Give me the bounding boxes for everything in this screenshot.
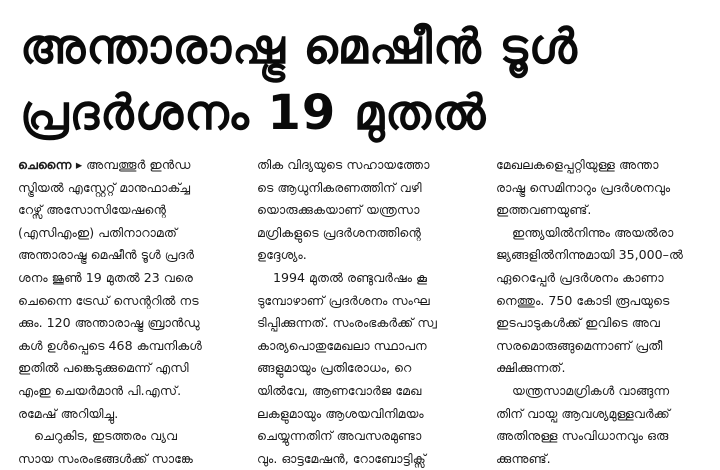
article-line: സരമൊരുങ്ങുമെന്നാണ് പ്രതീ [496, 337, 663, 353]
article-line: ഉദ്ദേശ്യം. [257, 247, 307, 263]
article-line: കൾ ഉൾപ്പെടെ 468 കമ്പനികൾ [18, 337, 202, 353]
article-line: ഇടപാടുകൾക്ക് ഇവിടെ അവ [496, 315, 660, 331]
article-line: ജ്യങ്ങളിൽനിന്നുമായി 35,000–ൽ [496, 247, 683, 263]
article-line: ചെന്നൈ ▸ അമ്പത്തൂർ ഇൻഡ [18, 157, 191, 172]
headline [20, 14, 710, 146]
article-line: യിൽവേ, ആണവോർജ മേഖ [257, 382, 422, 398]
article-line: രമേഷ് അറിയിച്ചു. [18, 405, 119, 421]
article-line: കാര്യപൊതുമേഖലാ സ്ഥാപന [257, 337, 427, 353]
article-column-3 [496, 154, 714, 466]
article-line: യൊരുക്കുകയാണ് യന്ത്രസാ [257, 202, 420, 218]
article-line: തിക വിദ്യയുടെ സഹായത്തോ [257, 157, 430, 172]
article-line: നെത്തും. 750 കോടി രൂപയുടെ [496, 292, 670, 308]
dateline: ചെന്നൈ ▸ [18, 157, 83, 172]
article-line: തിന് വായ്പ ആവശ്യമുള്ളവർക്ക് [496, 405, 670, 421]
article-line: ടെ ആധുനികരണത്തിന് വഴി [257, 179, 422, 195]
article-line: ക്കുന്നുണ്ട്. [496, 450, 551, 466]
article-line: ഇന്ത്യയിൽനിന്നും അയൽരാ [512, 224, 674, 240]
article-line: ശനം ജൂൺ 19 മുതൽ 23 വരെ [18, 269, 193, 285]
article-line: ചെയ്യുന്നതിന് അവസരമുണ്ടാ [257, 428, 422, 444]
article-line: മേഖലകളെപ്പറ്റിയുള്ള അന്താ [496, 157, 659, 172]
article-line: സ്ട്രിയൽ എസ്റ്റേറ്റ് മാനുഫാക്ച്ച [18, 179, 191, 195]
article-line: ങ്ങളുമായും പ്രതിരോധം, റെ [257, 360, 412, 376]
article-line: ചെറുകിട, ഇടത്തരം വ്യവ [34, 428, 178, 444]
article-line: ക്ഷിക്കുന്നത്. [496, 360, 566, 376]
article-line: റേഴ്സ് അസോസിയേഷന്റെ [18, 202, 166, 218]
article-line: അന്താരാഷ്ട്ര മെഷീൻ ടൂൾ പ്രദർ [18, 247, 195, 263]
article-line: യന്ത്രസാമഗ്രികൾ വാങ്ങുന്ന [512, 382, 670, 398]
article-line: ഇത്തവണയുണ്ട്. [496, 202, 592, 218]
article-line: അതിനുള്ള സംവിധാനവും ഒരു [496, 428, 669, 444]
article-line: മഗ്രികളുടെ പ്രദർശനത്തിന്റെ [257, 224, 421, 240]
article-line: ക്കും. 120 അന്താരാഷ്ട്ര ബ്രാൻഡു [18, 315, 200, 331]
article-line: ലകളുമായും ആശയവിനിമയം [257, 405, 424, 421]
headline-line-1: അന്താരാഷ്ട്ര മെഷീൻ ടൂൾ [20, 19, 578, 75]
article-line: സായ സംരംഭങ്ങൾക്ക് സാങ്കേ [18, 450, 193, 466]
article-line: (എസിഎംഇ) പതിനാറാമത് [18, 224, 177, 240]
headline-line-2: പ്രദർശനം 19 മുതൽ [20, 85, 487, 141]
article-line: രാഷ്ട്ര സെമിനാറും പ്രദർശനവും [496, 179, 671, 195]
article-line: ടിപ്പിക്കുന്നത്. സംരംഭകർക്ക് സ്വ [257, 315, 437, 331]
article-line: ചെന്നൈ ട്രേഡ് സെന്ററിൽ നട [18, 292, 199, 308]
article-line: ടുമ്പോഴാണ് പ്രദർശനം സംഘ [257, 292, 430, 308]
article-column-1 [18, 154, 240, 466]
article-line: എംഇ ചെയർമാൻ പി.എസ്. [18, 382, 182, 398]
article-line: ഏറെപ്പേർ പ്രദർശനം കാണാ [496, 269, 664, 285]
article-column-2 [257, 154, 481, 466]
article-line: 1994 മുതൽ രണ്ടുവർഷം കൂ [273, 269, 428, 285]
article-line: വും. ഓട്ടമേഷൻ, റോബോട്ടിക്സ് [257, 450, 426, 466]
article-line: ഇതിൽ പങ്കെടുക്കുമെന്ന് എസി [18, 360, 189, 376]
